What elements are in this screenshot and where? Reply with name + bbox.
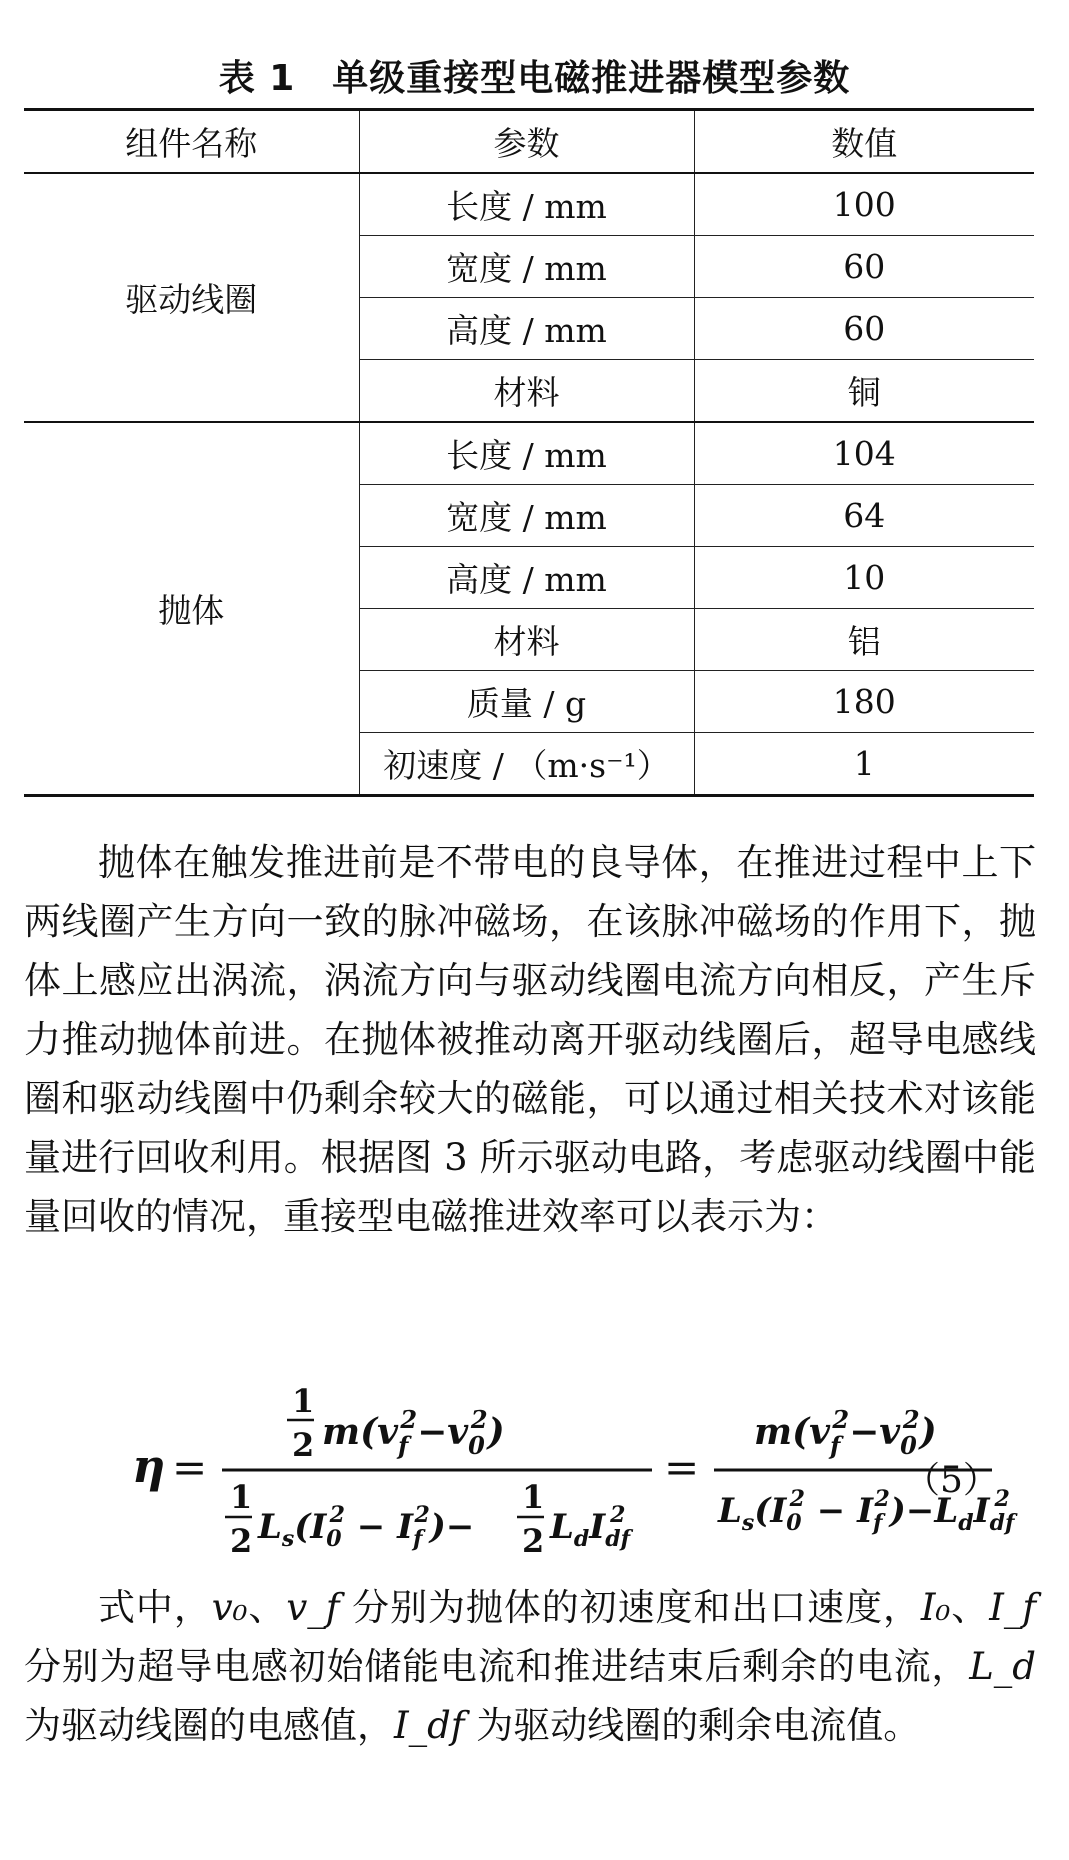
symbol-Idf: I_df [394, 1704, 465, 1747]
param-cell: 宽度 / mm [359, 236, 694, 298]
table-caption: 表 1 单级重接型电磁推进器模型参数 [218, 58, 851, 99]
group-name-cell: 驱动线圈 [24, 173, 359, 422]
value-cell: 100 [694, 173, 1034, 236]
svg-text:2: 2 [230, 1522, 253, 1560]
numerator-2: $m(v_f2-v_02)$ [754, 1405, 937, 1460]
equals-sign-1: = [172, 1443, 208, 1492]
value-cell: 64 [694, 485, 1034, 547]
symbol-If: I_f [989, 1586, 1037, 1629]
efficiency-equation [124, 1372, 1024, 1568]
value-cell: 60 [694, 236, 1034, 298]
value-cell: 60 [694, 298, 1034, 360]
text-segment: 为驱动线圈的电感值， [24, 1704, 394, 1747]
text-segment: 、 [247, 1586, 287, 1629]
svg-text:1: 1 [522, 1478, 545, 1516]
table-header-row [24, 110, 1034, 174]
equation-label: （5） [904, 1460, 999, 1501]
value-cell: 10 [694, 547, 1034, 609]
numerator-1: $m(v_f2-v_02)$ [322, 1405, 505, 1460]
svg-text:LdIdf2: $L_dI_{df}2$ [550, 1502, 631, 1552]
symbol-vf: v_f [286, 1586, 340, 1629]
header-component: 组件名称 [24, 110, 359, 174]
body-paragraph: 抛体在触发推进前是不带电的良导体，在推进过程中上下两线圈产生方向一致的脉冲磁场，在该脉冲磁场的作用下，抛体上感应出涡流，涡流方向与驱动线圈电流方向相反，产生斥力推动抛体前进。在抛体被推动离开驱动线圈后，超导电感线圈和驱动线圈中仍剩余较大的磁能，可以通过相关技术对该能量进行回收利用。根据图 3 所示驱动电路，考虑驱动线圈中能量回收的情况，重接型电磁推进效率可以表示为： [24, 841, 1036, 1238]
value-cell: 铜 [694, 360, 1034, 423]
param-cell: 质量 / g [359, 671, 694, 733]
half-numerator: 1 [292, 1382, 315, 1420]
param-cell: 长度 / mm [359, 173, 694, 236]
header-parameter: 参数 [359, 110, 694, 174]
symbol-v0: v₀ [211, 1586, 248, 1629]
table-row [24, 422, 1034, 485]
value-cell: 104 [694, 422, 1034, 485]
text-segment: 分别为超导电感初始储能电流和推进结束后剩余的电流， [24, 1645, 970, 1688]
table-row [24, 173, 1034, 236]
symbol-definitions [24, 1578, 1036, 1755]
param-cell: 材料 [359, 609, 694, 671]
param-cell: 长度 / mm [359, 422, 694, 485]
text-segment: 分别为抛体的初速度和出口速度， [339, 1586, 921, 1629]
value-cell: 180 [694, 671, 1034, 733]
value-cell: 铝 [694, 609, 1034, 671]
text-segment: 为驱动线圈的剩余电流值。 [464, 1704, 921, 1747]
param-cell: 材料 [359, 360, 694, 423]
denominator-1: $L_s(I_02 - I_f2)-$ [258, 1502, 475, 1552]
text-segment: 式中， [98, 1586, 212, 1629]
param-cell: 初速度 / （m·s⁻¹） [359, 733, 694, 796]
value-cell: 1 [694, 733, 1034, 796]
denominator-2: $L_s(I_02 - I_f2)-L_dI_{df}2$ [718, 1486, 1015, 1536]
svg-text:2: 2 [522, 1522, 545, 1560]
eta-symbol: η [132, 1439, 166, 1493]
equals-sign-2: = [664, 1443, 700, 1492]
svg-text:1: 1 [230, 1478, 253, 1516]
symbol-Ld: L_d [969, 1645, 1036, 1688]
param-cell: 高度 / mm [359, 547, 694, 609]
half-denominator: 2 [292, 1426, 315, 1464]
header-value: 数值 [694, 110, 1034, 174]
group-name-cell: 抛体 [24, 422, 359, 796]
param-cell: 宽度 / mm [359, 485, 694, 547]
param-cell: 高度 / mm [359, 298, 694, 360]
text-segment: 、 [950, 1586, 990, 1629]
symbol-I0: I₀ [920, 1586, 951, 1629]
parameter-table [24, 108, 1034, 797]
